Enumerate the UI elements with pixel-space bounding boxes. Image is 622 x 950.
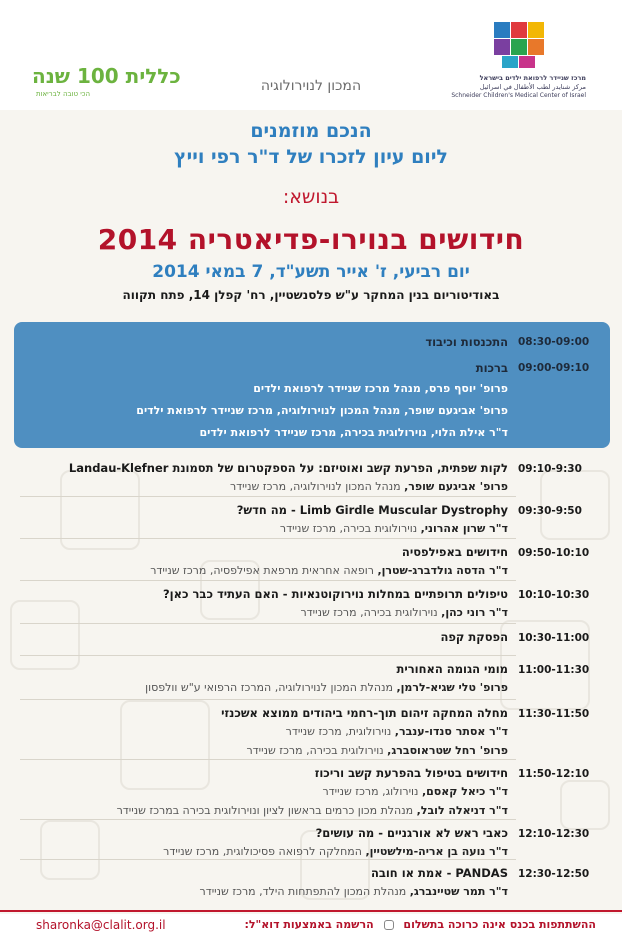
speaker-name: ד"ר שרון אהרוני,: [420, 522, 508, 535]
speaker-name: ד"ר אסתר סנדו-ענבר,: [394, 725, 508, 738]
session-speaker: [230, 480, 508, 493]
event-date: יום רביעי, ז' אייר תשע"ד, 7 במאי 2014: [152, 262, 470, 282]
speaker-role: נוירולוגית בכירה, מרכז שניידר: [300, 606, 442, 619]
session-time: 09:30-9:50: [518, 505, 582, 517]
session-time: 11:00-11:30: [518, 664, 590, 676]
opening-speaker: פרופ' אביגעם שופר, מנהל המכון לנוירולוגיה, מרכז שניידר לרפואת ילדים: [136, 404, 508, 417]
session-speaker: [280, 522, 508, 535]
session-title: חידושים בטיפול בהפרעת קשב וריכוז: [314, 766, 508, 780]
schneider-name-ar: مركز شنايدر لطب الأطفال في اسرائيل: [479, 83, 586, 91]
opening-title: ברכות: [475, 361, 508, 375]
schneider-logo: [451, 22, 586, 102]
session-time: 12:10-12:30: [518, 828, 590, 840]
speaker-role: מנהל המכון לנוירולוגיה, מרכז שניידר: [229, 480, 405, 493]
speaker-name: פרופ' טלי שגיא-לרמן,: [396, 681, 508, 694]
clalit-tagline: הכי טובה לבריאות: [36, 90, 91, 98]
session-speaker: [286, 725, 508, 738]
session-divider: [20, 655, 516, 656]
session-title: טיפולים תרופתיים במחלות נוירוקוטנאיות - האם העתיד כבר כאן?: [163, 587, 508, 601]
bg-square: [120, 700, 210, 790]
session-divider: [20, 699, 516, 700]
footer-email[interactable]: sharonka@clalit.org.il: [36, 918, 166, 932]
speaker-role: מנהלת מכון כרמים בראשון לציון ונוירולוגית בכירה במרכז שניידר: [116, 804, 417, 817]
invite-line1: הנכם מוזמנים: [250, 120, 372, 142]
bullet-icon: [384, 920, 394, 930]
speaker-role: המחלקה לרפואה פסיכולוגית, מרכז שניידר: [163, 845, 366, 858]
speaker-name: ד"ר הדסה גולדברג-שטרן,: [377, 564, 508, 577]
schneider-name-en: Schneider Children's Medical Center of Israel: [451, 92, 586, 99]
event-title: חידושים בנוירו-פדיאטריה 2014: [97, 223, 525, 256]
speaker-role: נוירולוג, מרכז שניידר: [322, 785, 422, 798]
footer-register-text: הרשמה באמצעות דוא"ל:: [244, 918, 374, 931]
footer-registration: [245, 918, 597, 931]
session-title: לקות שפתית, הפרעת קשב ואוטיזם: על הספקטרום של תסמונת Landau-Klefner: [68, 461, 508, 475]
opening-time: 08:30-09:00: [518, 336, 590, 348]
speaker-role: נוירולוגית בכירה, מרכז שניידר: [246, 744, 388, 757]
speaker-role: מנהלת המכון להתפתחות הילד, מרכז שניידר: [199, 885, 410, 898]
opening-title: התכנסות וכיבוד: [425, 335, 508, 349]
invite-line2: ליום עיון לזכרו של ד"ר רפי וייץ: [174, 146, 448, 168]
institute-name: המכון לנוירולוגיה: [260, 78, 362, 94]
session-time: 11:50-12:10: [518, 768, 590, 780]
speaker-name: ד"ר רוני כהן,: [441, 606, 508, 619]
bg-square: [560, 780, 610, 830]
session-divider: [20, 580, 516, 581]
session-divider: [20, 819, 516, 820]
session-speaker: [145, 681, 508, 694]
session-time: 10:30-11:00: [518, 632, 590, 644]
session-title: מומי הגומה האחורית: [396, 662, 508, 676]
session-divider: [20, 538, 516, 539]
session-title: PANDAS - אמת או חובה: [370, 866, 508, 880]
speaker-name: פרופ' אביגעם שופר,: [404, 480, 508, 493]
session-title: כאבי ראש לא אורגניים - מה עושים?: [315, 826, 508, 840]
session-speaker: [300, 606, 508, 619]
topic-label: בנושא:: [282, 186, 340, 208]
session-speaker: [150, 564, 508, 577]
session-speaker: [117, 804, 508, 817]
session-divider: [20, 859, 516, 860]
session-title: מחלה המחקה זיהום תוך-רחמי ביהודים ממוצא אשכנזי: [221, 706, 508, 720]
speaker-name: ד"ר תמר שטיינברג,: [409, 885, 508, 898]
session-divider: [20, 759, 516, 760]
bg-square: [40, 820, 100, 880]
speaker-name: פרופ' רחל שטראוסברג,: [387, 744, 508, 757]
footer-divider: [0, 910, 622, 912]
clalit-logo-text: כללית 100 שנה: [32, 64, 181, 88]
session-speaker: [163, 845, 508, 858]
session-time: 09:10-9:30: [518, 463, 582, 475]
speaker-role: רופאה אחראית מרפאת אפילפסיה, מרכז שניידר: [150, 564, 378, 577]
session-speaker: [200, 885, 509, 898]
opening-speaker: ד"ר אילת הלוי, נוירולוגית בכירה, מרכז שניידר לרפואת ילדים: [199, 426, 508, 439]
session-divider: [20, 623, 516, 624]
session-time: 12:30-12:50: [518, 868, 590, 880]
session-speaker: [322, 785, 508, 798]
speaker-role: מנהלת המכון לנוירולוגיה, המרכז הרפואי ע"ש וולפסון: [145, 681, 397, 694]
session-time: 09:50-10:10: [518, 547, 590, 559]
bg-square: [10, 600, 80, 670]
speaker-role: נוירולוגית בכירה, מרכז שניידר: [279, 522, 421, 535]
speaker-name: ד"ר כיאל קאסם,: [421, 785, 508, 798]
opening-time: 09:00-09:10: [518, 362, 590, 374]
session-time: 11:30-11:50: [518, 708, 590, 720]
session-speaker: [246, 744, 508, 757]
session-title: הפסקת קפה: [440, 630, 508, 644]
event-location: באודיטוריום בנין המחקר ע"ש פלסנשטיין, רח' קפלן 14, פתח תקווה: [122, 288, 500, 302]
puzzle-icon: [494, 22, 546, 70]
speaker-role: נוירולוגית, מרכז שניידר: [285, 725, 395, 738]
speaker-name: ד"ר דניאלה לובל,: [416, 804, 508, 817]
footer-free-text: ההשתתפות בכנס אינה כרוכה בתשלום: [403, 918, 596, 931]
header: [0, 0, 622, 110]
session-time: 10:10-10:30: [518, 589, 590, 601]
speaker-name: ד"ר נועה בן אריה-מילשטיין,: [365, 845, 508, 858]
session-divider: [20, 496, 516, 497]
session-title: חידושים באפילפסיה: [401, 545, 508, 559]
session-title: Limb Girdle Muscular Dystrophy - מה חדש?: [236, 503, 508, 517]
opening-speaker: פרופ' יוסף פרס, מנהל מרכז שניידר לרפואת ילדים: [253, 382, 508, 395]
schneider-name-he: מרכז שניידר לרפואת ילדים בישראל: [479, 74, 586, 82]
